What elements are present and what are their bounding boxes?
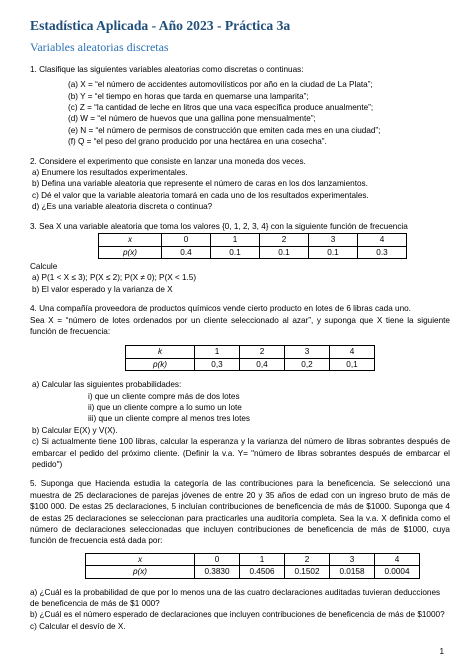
table-cell: 2	[260, 234, 309, 246]
table-cell: 0.4	[162, 246, 211, 258]
page-title: Estadística Aplicada - Año 2023 - Práctica 3a	[30, 18, 291, 33]
table-cell: x	[86, 553, 195, 565]
table-cell: 0.1	[260, 246, 309, 258]
table-cell: 0.0158	[330, 566, 375, 578]
document-page	[30, 20, 450, 640]
table-row	[86, 566, 420, 578]
table-cell: 1	[195, 346, 240, 358]
question-4-intro-2: Sea X = “número de lotes ordenados por un cliente seleccionado al azar”, y suponga que X tiene la siguiente función de frecuencia:	[30, 315, 450, 336]
table-cell: 4	[375, 553, 420, 565]
table-cell: 0.0004	[375, 566, 420, 578]
table-cell: 3	[309, 234, 358, 246]
page-number: 1	[439, 647, 444, 656]
question-3	[30, 221, 450, 295]
question-2-item-d: d) ¿Es una variable aleatoria discreta o continua?	[32, 202, 213, 212]
table-cell: 0,1	[330, 358, 375, 370]
question-1-item-f: (f) Q = “el peso del grano producido por una hectárea en una cosecha”.	[68, 137, 327, 147]
question-3-item-a: a) P(1 < X ≤ 3); P(X ≤ 2); P(X ≠ 0); P(X < 1.5)	[32, 273, 197, 283]
question-4-item-a: a) Calcular las siguientes probabilidades:	[32, 380, 182, 390]
table-cell: 2	[240, 346, 285, 358]
table-cell: 0,3	[195, 358, 240, 370]
question-3-intro: 3. Sea X una variable aleatoria que toma los valores {0, 1, 2, 3, 4} con la siguiente función de frecuencia	[30, 221, 408, 231]
question-1-item-d: (d) W = “el número de huevos que una gallina pone mensualmente”;	[68, 114, 316, 124]
question-1-item-a: (a) X = “el número de accidentes automovilísticos por año en la ciudad de La Plata”;	[68, 80, 373, 90]
table-cell: 0.1	[211, 246, 260, 258]
question-1-intro: 1. Clasifique las siguientes variables aleatorias como discretas o continuas:	[30, 64, 304, 74]
table-row	[126, 358, 375, 370]
table-cell: 3	[285, 346, 330, 358]
table-cell: 4	[330, 346, 375, 358]
frequency-table-q4	[125, 345, 375, 371]
table-cell: 4	[358, 234, 407, 246]
table-cell: k	[126, 346, 195, 358]
question-5-item-c: c) Calcular el desvío de X.	[30, 621, 126, 631]
table-cell: 0	[162, 234, 211, 246]
question-4	[30, 303, 450, 470]
question-4-item-b: b) Calcular E(X) y V(X).	[32, 425, 118, 435]
question-4-subitem-ii: ii) que un cliente compre a lo sumo un lote	[88, 402, 242, 412]
table-cell: 0	[195, 553, 240, 565]
question-2-intro: 2. Considere el experimento que consiste en lanzar una moneda dos veces.	[30, 156, 306, 166]
question-1-item-c: (c) Z = “la cantidad de leche en litros que una vaca específica produce anualmente”;	[68, 103, 374, 113]
table-cell: 0.4506	[240, 566, 285, 578]
table-cell: 0,4	[240, 358, 285, 370]
question-2	[30, 156, 450, 213]
question-5-intro: 5. Suponga que Hacienda estudia la categoría de las contribuciones para la beneficencia. Se seleccionó una muestra de 25 declaraciones de parejas jóvenes de entre 20 y 35 años de edad con un ingreso bruto de más de $100 000. De estas 25 declaraciones, 5 incluían contribuciones de beneficencia de más de $1000. Suponga que 4 de estas 25 declaraciones se seleccionan para practicarles una auditoría completa. Sea la v.a. X definida como el número de declaraciones seleccionadas que incluyen contribuciones de beneficencia de más de $1000, cuya función de frecuencia está dada por:	[30, 479, 450, 546]
table-row	[126, 346, 375, 358]
frequency-table-q5	[85, 553, 420, 579]
question-4-item-c: c) Si actualmente tiene 100 libras, calcular la esperanza y la varianza del número de libras sobrantes después de embarcar el pedido del próximo cliente. (Definir la v.a. Y= "número de libras sobrantes después de embarcar el pedido")	[32, 437, 450, 469]
table-row	[86, 553, 420, 565]
question-5-item-b: b) ¿Cuál es el número esperado de declaraciones que incluyen contribuciones de beneficencia de más de $1000?	[30, 610, 445, 620]
question-1	[30, 64, 450, 148]
table-cell: 0.3	[358, 246, 407, 258]
table-cell: 2	[285, 553, 330, 565]
question-4-intro-1: 4. Una compañía proveedora de productos químicos vende cierto producto en lotes de 6 libras cada uno.	[30, 304, 411, 314]
question-2-item-b: b) Defina una variable aleatoria que represente el número de caras en los dos lanzamientos.	[32, 179, 368, 189]
question-3-calc-label: Calcule	[30, 261, 58, 271]
table-cell: 1	[240, 553, 285, 565]
frequency-table-q3	[98, 233, 407, 259]
table-cell: 0.1	[309, 246, 358, 258]
section-subtitle: Variables aleatorias discretas	[30, 40, 169, 55]
table-cell: x	[99, 234, 162, 246]
question-3-item-b: b) El valor esperado y la varianza de X	[32, 284, 173, 294]
table-cell: 0.1502	[285, 566, 330, 578]
question-5-item-a: a) ¿Cuál es la probabilidad de que por lo menos una de las cuatro declaraciones auditadas tuvieran deducciones de beneficencia de más de $1 000?	[30, 587, 441, 609]
table-cell: 1	[211, 234, 260, 246]
question-2-item-c: c) Dé el valor que la variable aleatoria tomará en cada uno de los resultados experimentales.	[32, 190, 369, 200]
question-1-item-e: (e) N = “el número de permisos de construcción que emiten cada mes en una ciudad”;	[68, 125, 381, 135]
table-cell: 3	[330, 553, 375, 565]
table-cell: p(x)	[86, 566, 195, 578]
table-cell: 0.3830	[195, 566, 240, 578]
table-cell: 0,2	[285, 358, 330, 370]
table-cell: p(k)	[126, 358, 195, 370]
question-2-item-a: a) Enumere los resultados experimentales.	[32, 168, 188, 178]
table-row	[99, 234, 407, 246]
table-cell: p(x)	[99, 246, 162, 258]
question-1-item-b: (b) Y = “el tiempo en horas que tarda en quemarse una lamparita”;	[68, 91, 309, 101]
table-row	[99, 246, 407, 258]
question-5	[30, 478, 450, 632]
question-4-subitem-iii: iii) que un cliente compre al menos tres lotes	[88, 414, 251, 424]
question-4-subitem-i: i) que un cliente compre más de dos lotes	[88, 391, 240, 401]
